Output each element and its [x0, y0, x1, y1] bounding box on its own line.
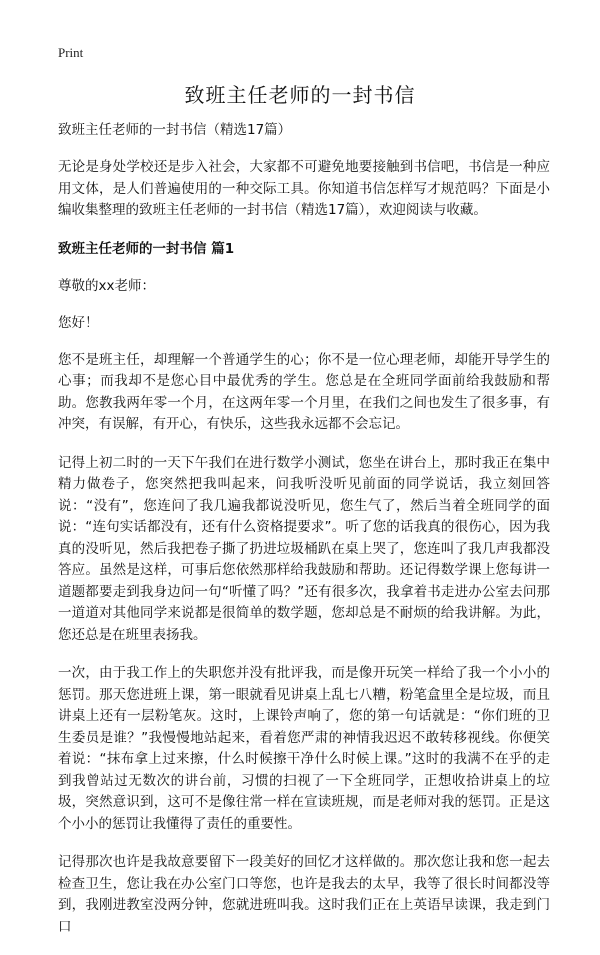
section-heading: 致班主任老师的一封书信 篇1 — [58, 240, 235, 257]
greeting: 您好！ — [58, 314, 99, 331]
body-paragraph-2: 记得上初二时的一天下午我们在进行数学小测试，您坐在讲台上，那时我正在集中精力做卷子，您突然把我叫起来，问我听没听见前面的同学说话，我立刻回答说：“没有”，您连问了我几遍我都说没听见，您生气了，然后当着全班同学的面说：“连句实话都没有，还有什么资格提要求”。听了您的话我真的很伤心，因为我真的没听见，然后我把卷子撕了扔进垃圾桶趴在桌上哭了，您连叫了我几声我都没答应。虽然是这样，可事后您依然那样给我鼓励和帮助。还记得数学课上您每讲一道题都要走到我身边问一句“听懂了吗？”还有很多次，我拿着书走进办公室去问那一道道对其他同学来说都是很简单的数学题，您却总是不耐烦的给我讲解。为此，您还总是在班里表扬我。 — [58, 454, 550, 643]
body-paragraph-1: 您不是班主任，却理解一个普通学生的心；你不是一位心理老师，却能开导学生的心事；而我却不是您心目中最优秀的学生。您总是在全班同学面前给我鼓励和帮助。您教我两年零一个月，在这两年零一个月里，在我们之间也发生了很多事，有冲突，有误解，有开心，有快乐，这些我永远都不会忘记。 — [58, 351, 550, 432]
document-body — [58, 120, 550, 955]
body-paragraph-3: 一次，由于我工作上的失职您并没有批评我，而是像开玩笑一样给了我一个小小的惩罚。那天您进班上课，第一眼就看见讲桌上乱七八糟，粉笔盒里全是垃圾，而且讲桌上还有一层粉笔灰。这时，上课铃声响了，您的第一句话就是：“你们班的卫生委员是谁？”我慢慢地站起来，看着您严肃的神情我迟迟不敢转移视线。你便笑着说：“抹布拿上过来擦，什么时候擦干净什么时候上课。”这时的我满不在乎的走到我曾站过无数次的讲台前，习惯的扫视了一下全班同学，正想收拾讲桌上的垃圾，突然意识到，这可不是像往常一样在宣读班规，而是老师对我的惩罚。正是这个小小的惩罚让我懂得了责任的重要性。 — [58, 665, 550, 832]
page-title: 致班主任老师的一封书信 — [184, 83, 416, 107]
print-link[interactable]: Print — [58, 45, 84, 60]
intro-paragraph: 无论是身处学校还是步入社会，大家都不可避免地要接触到书信吧，书信是一种应用文体，是人们普遍使用的一种交际工具。你知道书信怎样写才规范吗？下面是小编收集整理的致班主任老师的一封书信（精选17篇），欢迎阅读与收藏。 — [58, 159, 550, 218]
salutation: 尊敬的xx老师： — [58, 277, 155, 294]
body-paragraph-4: 记得那次也许是我故意要留下一段美好的回忆才这样做的。那次您让我和您一起去检查卫生，您让我在办公室门口等您，也许是我去的太早，我等了很长时间都没等到，我刚进教室没两分钟，您就进班叫我。这时我们正在上英语早读课，我走到门口 — [58, 854, 550, 935]
document-subtitle: 致班主任老师的一封书信（精选17篇） — [58, 122, 292, 138]
